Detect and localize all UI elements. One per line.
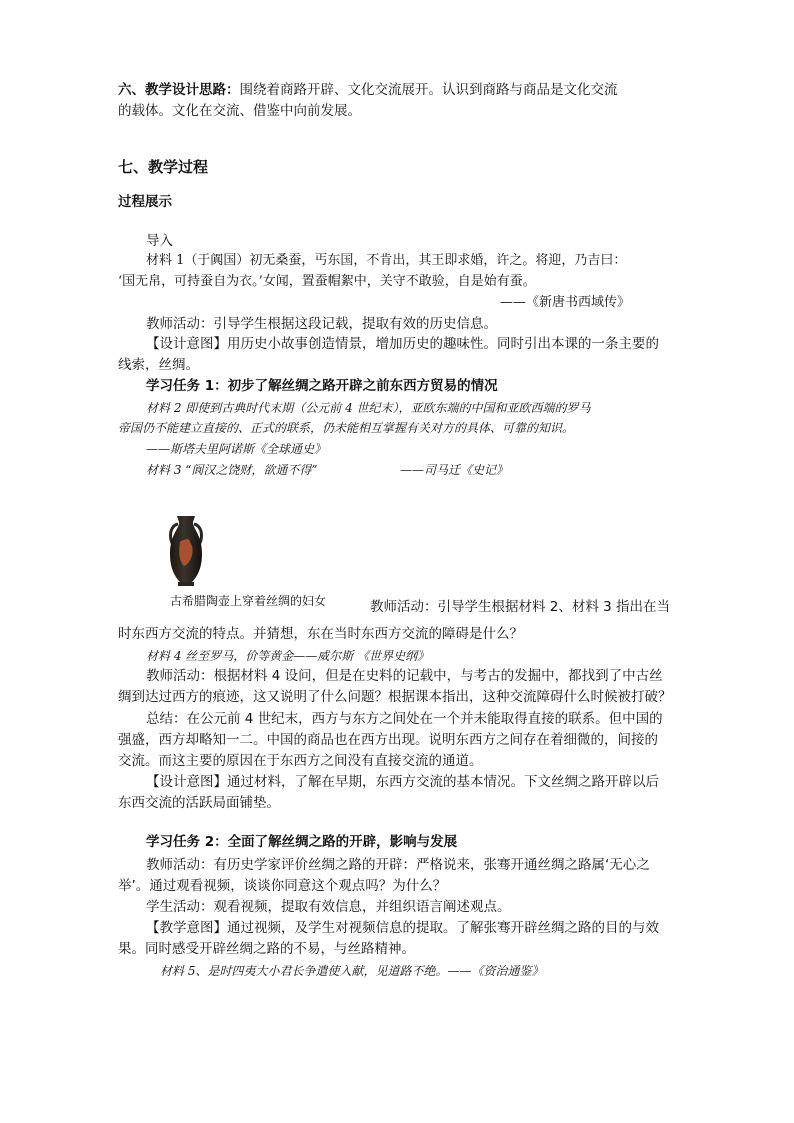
figure-caption: 古希腊陶壶上穿着丝绸的妇女 [170,594,327,608]
task1-activity2-line2: 绸到达过西方的痕迹，这又说明了什么问题？根据课本指出，这种交流障碍什么时候被打破？ [118,689,672,705]
task1-summary-line2: 强盛，西方却略知一二。中国的商品也在西方出现。说明东西方之间存在着细微的，间接的 [118,732,658,748]
process-title: 过程展示 [118,194,172,210]
task1-intent-line2: 东西交流的活跃局面铺垫。 [118,795,280,811]
task2-activity-line2: 举’。通过观看视频，谈谈你同意这个观点吗？为什么？ [118,878,447,894]
intro-intent-line1: 【设计意图】用历史小故事创造情景，增加历史的趣味性。同时引出本课的一条主要的 [146,336,659,352]
intro-activity: 教师活动：引导学生根据这段记载，提取有效的历史信息。 [146,316,497,332]
material1-line2: ‘国无帛，可持蚕自为衣。’女闻，置蚕帽絮中，关守不敢验，自是始有蚕。 [118,274,536,289]
task2-intent-line2: 果。同时感受开辟丝绸之路的不易，与丝路精神。 [118,941,415,957]
task1-summary-line1: 总结：在公元前 4 世纪末，西方与东方之间处在一个并未能取得直接的联系。但中国的 [146,711,663,727]
material4: 材料 4 丝至罗马，价等黄金——威尔斯 《世界史纲》 [146,649,430,663]
material2-line1: 材料 2 即使到古典时代末期（公元前 4 世纪末），亚欧东端的中国和亚欧西端的罗马 [146,401,591,415]
sec6-label: 六、教学设计思路： [118,82,240,98]
task2-intent-line1: 【教学意图】通过视频，及学生对视频信息的提取。了解张骞开辟丝绸之路的目的与效 [146,920,659,936]
task1-intent-line1: 【设计意图】通过材料，了解在早期，东西方交流的基本情况。下文丝绸之路开辟以后 [146,774,659,790]
task2-title: 学习任务 2：全面了解丝绸之路的开辟，影响与发展 [146,834,458,850]
task1-activity2-line1: 教师活动：根据材料 4 设问，但是在史料的记载中，与考古的发掘中，都找到了中古丝 [146,668,663,684]
material1-line1: 材料 1（于阗国）初无桑蚕，丐东国，不肯出，其王即求婚，许之。将迎，乃吉曰： [146,253,627,268]
sec7-title: 七、教学过程 [118,158,209,176]
task1-summary-line3: 交流。而这主要的原因在于东西方之间没有直接交流的通道。 [118,753,483,769]
task1-title: 学习任务 1：初步了解丝绸之路开辟之前东西方贸易的情况 [146,378,498,394]
material1-source: ——《新唐书西域传》 [500,295,631,310]
material3-source: ——司马迁《史记》 [400,463,509,477]
sec6-line1 [118,81,618,99]
vase-figure-head [184,539,190,545]
material2-source: ——斯塔夫里阿诺斯《全球通史》 [146,442,327,456]
sec6-text-1: 围绕着商路开辟、文化交流展开。认识到商路与商品是文化交流 [239,82,618,98]
task1-activity-line2: 时东西方交流的特点。并猜想，东在当时东西方交流的障碍是什么？ [118,626,523,642]
material5: 材料 5、是时四夷大小君长争遣使入献，见道路不绝。——《资治通鉴》 [160,964,544,978]
intro-label: 导入 [146,233,173,249]
vase-foot [178,582,194,586]
intro-intent-line2: 线索，丝绸。 [118,357,199,373]
task2-activity-line1: 教师活动：有历史学家评价丝绸之路的开辟：严格说来，张骞开通丝绸之路属‘无心之 [146,857,650,873]
task2-student-activity: 学生活动：观看视频，提取有效信息，并组织语言阐述观点。 [146,899,511,915]
sec6-line2: 的载体。文化在交流、借鉴中向前发展。 [118,103,361,119]
material2-line2: 帝国仍不能建立直接的、正式的联系，仍未能相互掌握有关对方的具体、可靠的知识。 [118,421,575,435]
material3-text: 材料 3 “阆汉之饶财，欲通不得” [146,463,318,477]
task1-activity-line1: 教师活动：引导学生根据材料 2、材料 3 指出在当 [370,599,671,615]
